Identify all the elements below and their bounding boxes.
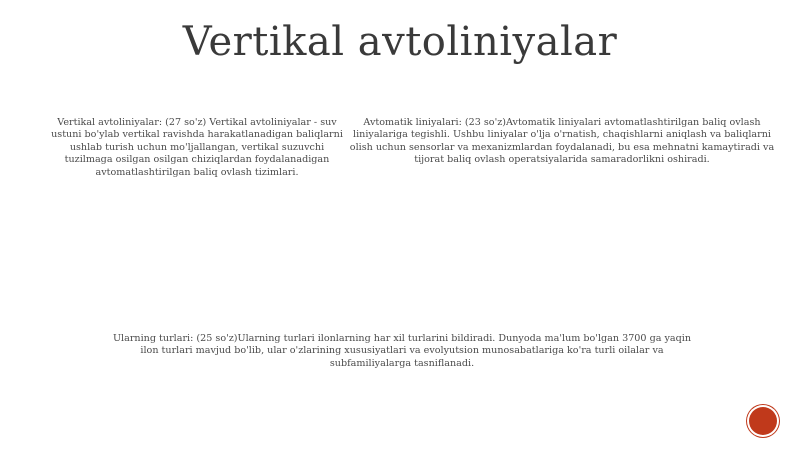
- text-block-automatic-lines: Avtomatik liniyalari: (23 so'z)Avtomatik liniyalari avtomatlashtirilgan baliq ovlash liniyalariga tegishli. Ushbu liniyalar o'lja o'rnatish, chaqishlarni aniqlash va baliqlarni olish uchun sensorlar va mexanizmlardan foydalanadi, bu esa mehnatni kamaytiradi va tijorat baliq ovlash operatsiyalarida samaradorlikni oshiradi.: [349, 117, 775, 166]
- circle-nav-icon[interactable]: [749, 407, 777, 435]
- slide-title: Vertikal avtoliniyalar: [182, 19, 618, 65]
- text-block-types: Ularning turlari: (25 so'z)Ularning turlari ilonlarning har xil turlarini bildiradi. Dunyoda ma'lum bo'lgan 3700 ga yaqin ilon turlari mavjud bo'lib, ular o'zlarining xususiyatlari va evolyutsion munosabatlariga ko'ra turli oilalar va subfamiliyalarga tasniflanadi.: [112, 333, 692, 369]
- text-block-vertical-lines: Vertikal avtoliniyalar: (27 so'z) Vertikal avtoliniyalar - suv ustuni bo'ylab vertikal ravishda harakatlanadigan baliqlarni ushlab turish uchun mo'ljallangan, vertikal suzuvchi tuzilmaga osilgan osilgan chiziqlardan foydalanadigan avtomatlashtirilgan baliq ovlash tizimlari.: [51, 117, 343, 178]
